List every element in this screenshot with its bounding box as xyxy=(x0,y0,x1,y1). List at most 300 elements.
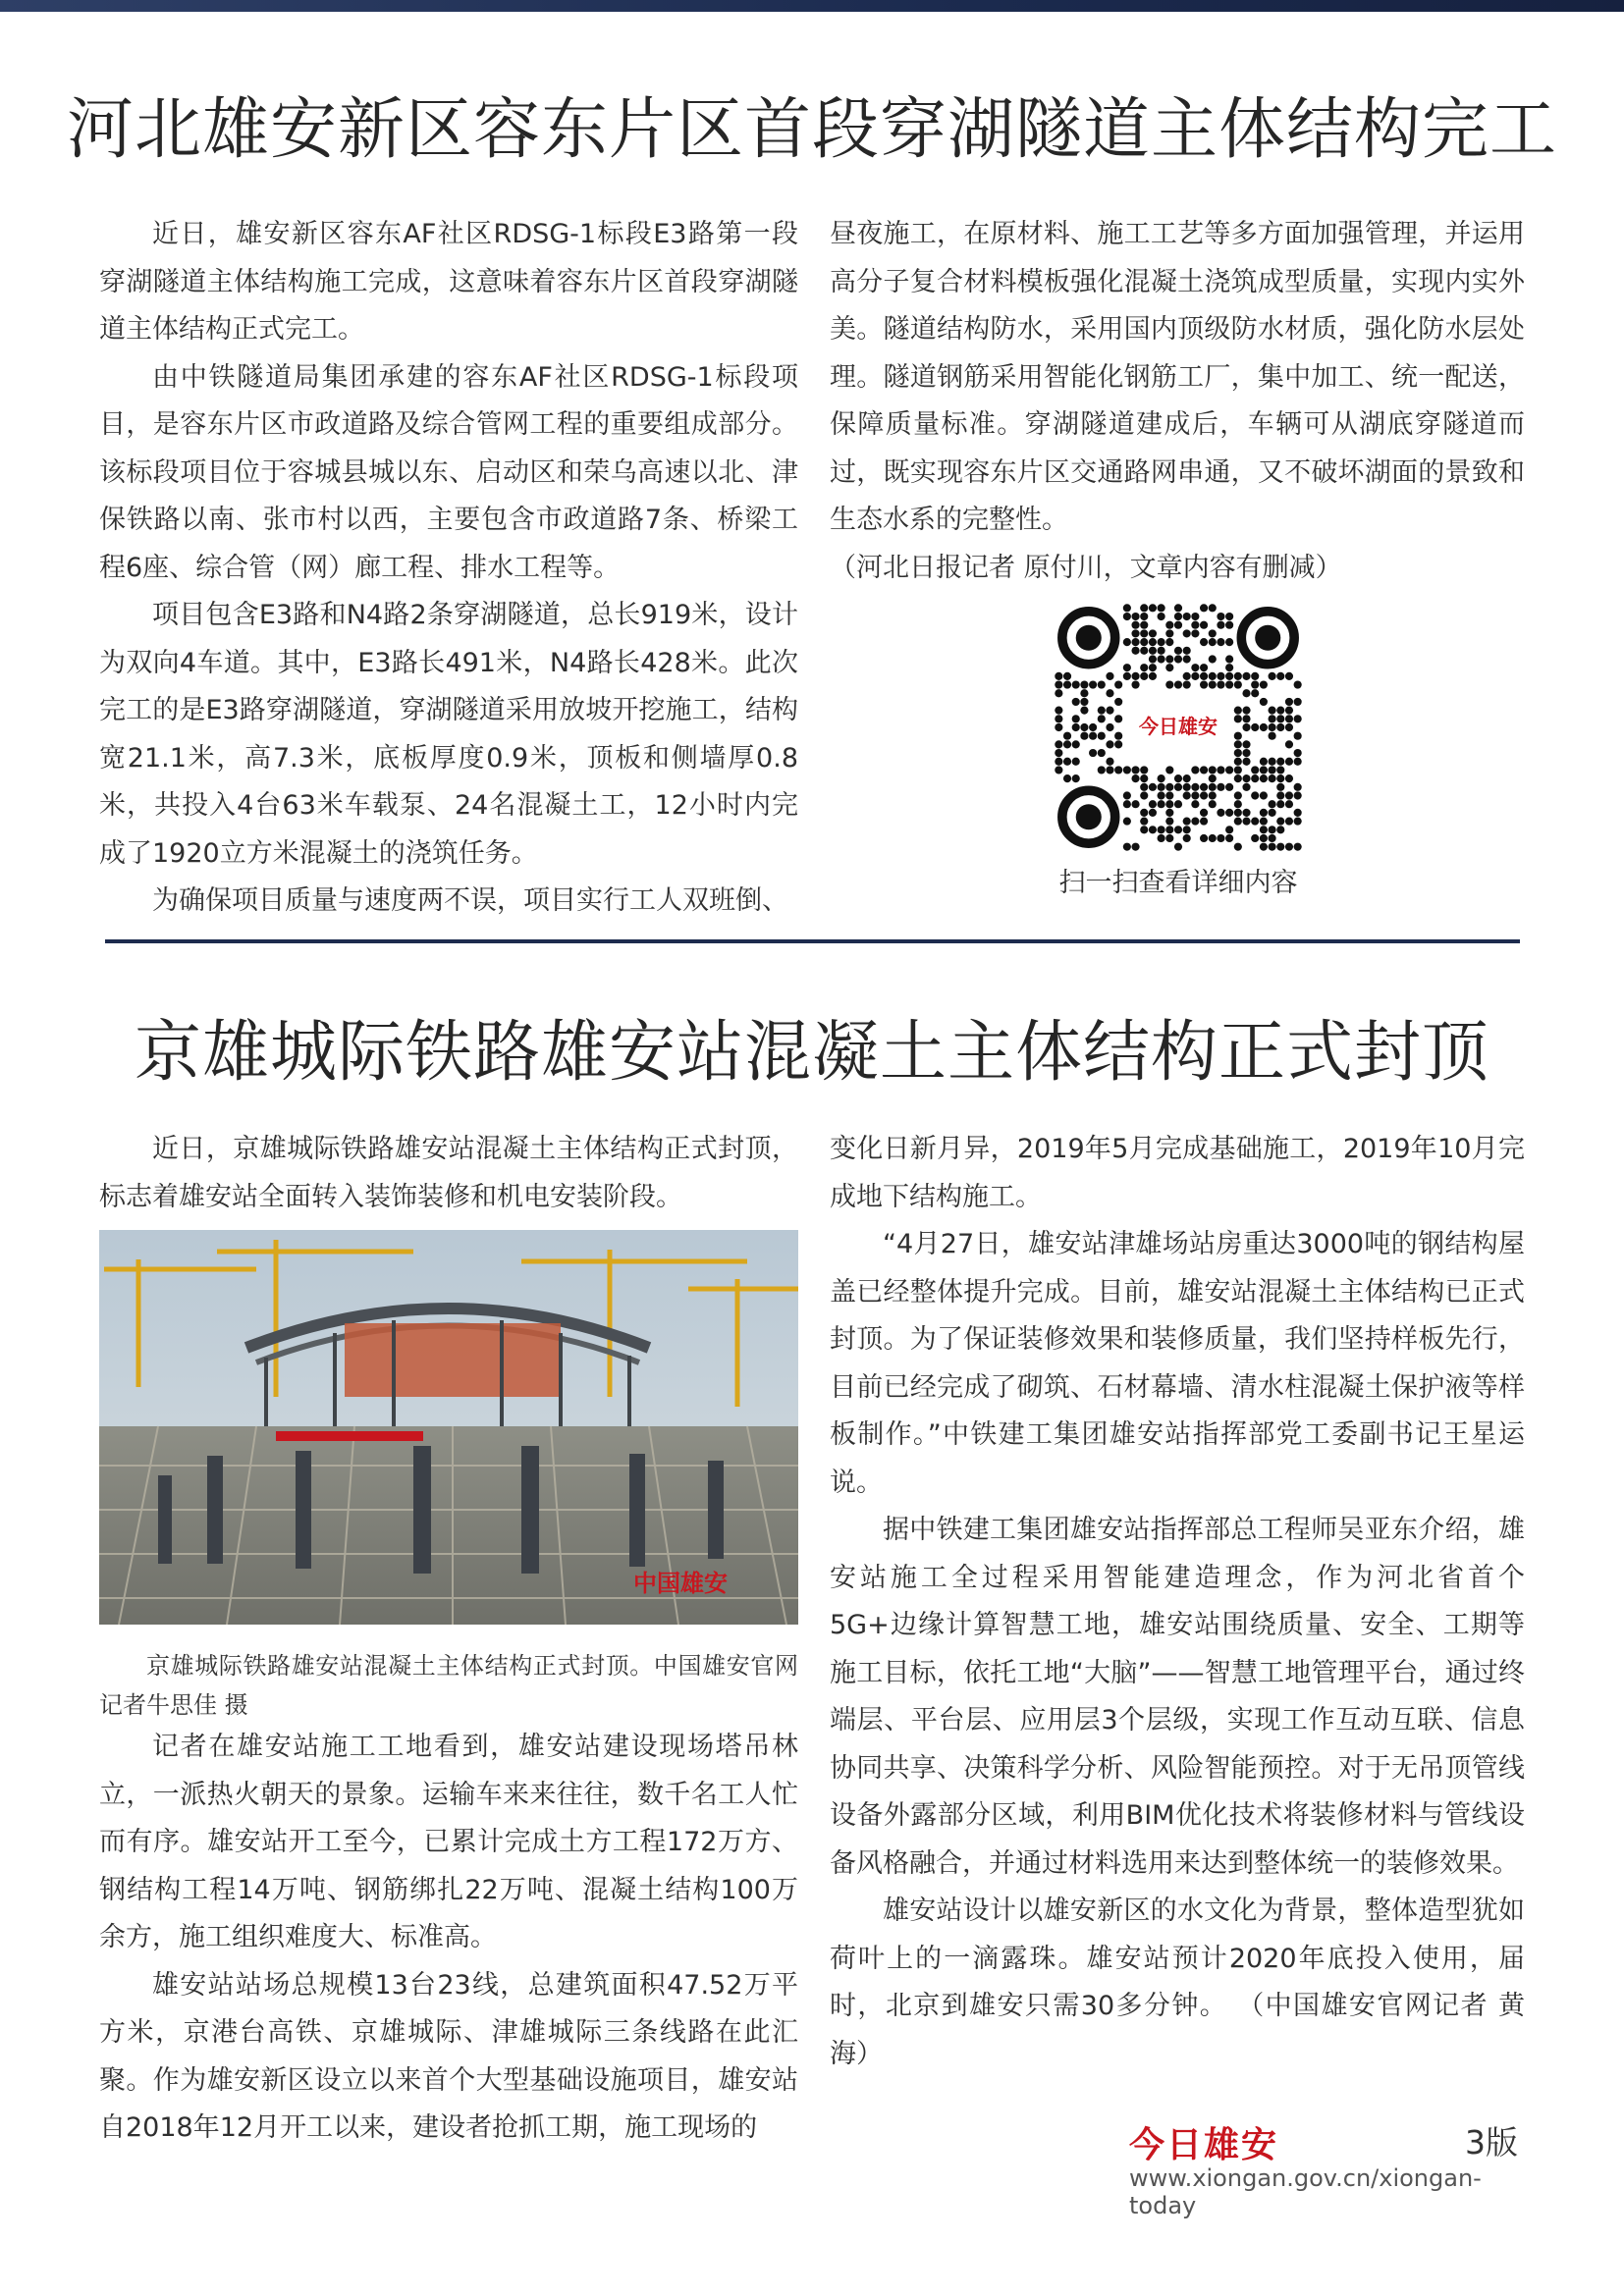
qr-dot xyxy=(1200,680,1208,688)
qr-dot xyxy=(1209,783,1217,791)
qr-dot xyxy=(1158,783,1165,791)
qr-dot xyxy=(1140,774,1148,782)
qr-dot xyxy=(1149,655,1157,663)
station-construction-photo xyxy=(99,1230,798,1625)
qr-dot xyxy=(1165,629,1173,637)
qr-finder-center xyxy=(1076,625,1102,651)
qr-dot xyxy=(1072,758,1080,766)
qr-dot xyxy=(1063,758,1071,766)
qr-dot xyxy=(1242,749,1250,757)
qr-dot xyxy=(1114,698,1122,706)
qr-dot xyxy=(1131,672,1139,680)
qr-dot xyxy=(1285,707,1293,715)
qr-dot xyxy=(1055,689,1062,697)
qr-dot xyxy=(1200,818,1208,826)
qr-dot xyxy=(1080,723,1088,731)
qr-dot xyxy=(1165,818,1173,826)
qr-dot xyxy=(1183,783,1191,791)
qr-dot xyxy=(1200,621,1208,629)
qr-dot xyxy=(1251,689,1259,697)
article2-paragraph: 雄安站设计以雄安新区的水文化为背景，整体造型犹如荷叶上的一滴露珠。雄安站预计2020年底投入使用，届时，北京到雄安只需30多分钟。 （中国雄安官网记者 黄海） xyxy=(830,1896,1525,2069)
article1-credit: （河北日报记者 原付川，文章内容有删减） xyxy=(830,552,1342,583)
qr-dot xyxy=(1140,809,1148,817)
qr-dot xyxy=(1158,655,1165,663)
article2-paragraph: 记者在雄安站施工工地看到，雄安站建设现场塔吊林立，一派热火朝天的景象。运输车来来往往，数千名工人忙而有序。雄安站开工至今，已累计完成土方工程172万方、钢结构工程14万吨、钢筋绑扎22万吨、混凝土结构100万余方，施工组织难度大、标准高。 xyxy=(99,1732,798,1952)
qr-dot xyxy=(1200,672,1208,680)
qr-dot xyxy=(1140,791,1148,799)
qr-dot xyxy=(1140,604,1148,612)
qr-dot xyxy=(1149,800,1157,808)
qr-dot xyxy=(1225,826,1233,833)
qr-dot xyxy=(1242,672,1250,680)
qr-dot xyxy=(1089,749,1097,757)
qr-dot xyxy=(1140,783,1148,791)
qr-dot xyxy=(1200,834,1208,842)
qr-dot xyxy=(1114,766,1122,774)
qr-dot xyxy=(1200,664,1208,671)
qr-dot xyxy=(1242,707,1250,715)
qr-dot xyxy=(1260,834,1268,842)
qr-dot xyxy=(1158,613,1165,620)
article2-paragraph: 变化日新月异，2019年5月完成基础施工，2019年10月完成地下结构施工。 xyxy=(830,1134,1525,1212)
qr-dot xyxy=(1285,818,1293,826)
qr-dot xyxy=(1217,621,1224,629)
qr-dot xyxy=(1217,680,1224,688)
qr-dot xyxy=(1234,800,1242,808)
qr-dot xyxy=(1260,791,1268,799)
qr-dot xyxy=(1174,800,1182,808)
qr-dot xyxy=(1131,629,1139,637)
qr-dot xyxy=(1123,818,1131,826)
qr-dot xyxy=(1131,680,1139,688)
qr-dot xyxy=(1165,791,1173,799)
qr-dot xyxy=(1217,809,1224,817)
qr-caption: 扫一扫查看详细内容 xyxy=(1058,868,1298,898)
photo-caption: 京雄城际铁路雄安站混凝土主体结构正式封顶。中国雄安官网记者牛思佳 摄 xyxy=(99,1652,798,1719)
qr-dot xyxy=(1183,774,1191,782)
qr-dot xyxy=(1063,774,1071,782)
qr-dot xyxy=(1191,791,1199,799)
qr-dot xyxy=(1234,749,1242,757)
qr-dot xyxy=(1234,740,1242,748)
qr-dot xyxy=(1131,638,1139,646)
qr-dot xyxy=(1106,707,1113,715)
qr-dot xyxy=(1114,680,1122,688)
qr-dot xyxy=(1140,647,1148,655)
qr-dot xyxy=(1174,826,1182,833)
qr-dot xyxy=(1234,809,1242,817)
qr-dot xyxy=(1098,707,1106,715)
qr-dot xyxy=(1225,766,1233,774)
qr-dot xyxy=(1260,758,1268,766)
qr-dot xyxy=(1183,655,1191,663)
qr-dot xyxy=(1063,672,1071,680)
qr-dot xyxy=(1225,809,1233,817)
qr-dot xyxy=(1072,680,1080,688)
qr-dot xyxy=(1191,800,1199,808)
qr-dot xyxy=(1123,672,1131,680)
qr-dot xyxy=(1285,723,1293,731)
qr-dot xyxy=(1140,621,1148,629)
qr-dot xyxy=(1260,766,1268,774)
qr-dot xyxy=(1234,732,1242,740)
qr-dot xyxy=(1234,818,1242,826)
qr-dot xyxy=(1285,698,1293,706)
qr-dot xyxy=(1217,766,1224,774)
qr-dot xyxy=(1072,723,1080,731)
qr-dot xyxy=(1183,647,1191,655)
qr-dot xyxy=(1123,604,1131,612)
qr-dot xyxy=(1183,818,1191,826)
qr-dot xyxy=(1260,723,1268,731)
qr-dot xyxy=(1174,621,1182,629)
station-photo-illustration xyxy=(99,1230,798,1625)
article1-paragraph: 项目包含E3路和N4路2条穿湖隧道，总长919米，设计为双向4车道。其中，E3路长491米，N4路长428米。此次完工的是E3路穿湖隧道，穿湖隧道采用放坡开挖施工，结构宽21.1米，高7.3米，底板厚度0.9米，顶板和侧墙厚0.8米，共投入4台63米车载泵、24名混凝土工，12小时内完成了1920立方米混凝土的浇筑任务。 xyxy=(99,600,798,869)
qr-dot xyxy=(1294,749,1302,757)
qr-dot xyxy=(1055,715,1062,722)
qr-dot xyxy=(1276,843,1284,851)
qr-dot xyxy=(1183,629,1191,637)
qr-dot xyxy=(1251,766,1259,774)
qr-dot xyxy=(1276,715,1284,722)
qr-dot xyxy=(1140,629,1148,637)
qr-dot xyxy=(1158,638,1165,646)
qr-dot xyxy=(1140,613,1148,620)
qr-dot xyxy=(1260,809,1268,817)
qr-dot xyxy=(1174,843,1182,851)
qr-dot xyxy=(1269,800,1276,808)
article1-right-column xyxy=(830,211,1525,592)
qr-dot xyxy=(1209,680,1217,688)
qr-dot xyxy=(1165,766,1173,774)
qr-dot xyxy=(1269,843,1276,851)
qr-dot xyxy=(1140,818,1148,826)
qr-dot xyxy=(1123,800,1131,808)
qr-dot xyxy=(1174,655,1182,663)
qr-dot xyxy=(1209,834,1217,842)
qr-dot xyxy=(1123,843,1131,851)
qr-dot xyxy=(1225,783,1233,791)
qr-dot xyxy=(1242,723,1250,731)
qr-dot xyxy=(1276,791,1284,799)
article1-paragraph: 近日，雄安新区容东AF社区RDSG-1标段E3路第一段穿湖隧道主体结构施工完成，这意味着容东片区首段穿湖隧道主体结构正式完工。 xyxy=(99,219,798,345)
qr-dot xyxy=(1114,740,1122,748)
qr-dot xyxy=(1165,638,1173,646)
qr-dot xyxy=(1269,715,1276,722)
article2-intro xyxy=(99,1126,798,1221)
article1-paragraph: 由中铁隧道局集团承建的容东AF社区RDSG-1标段项目，是容东片区市政道路及综合管网工程的重要组成部分。该标段项目位于容城县城以东、启动区和荣乌高速以北、津保铁路以南、张市村以西，主要包含市政道路7条、桥梁工程6座、综合管（网）廊工程、排水工程等。 xyxy=(99,361,798,583)
qr-dot xyxy=(1131,613,1139,620)
qr-dot xyxy=(1260,826,1268,833)
qr-dot xyxy=(1131,621,1139,629)
qr-dot xyxy=(1269,774,1276,782)
footer-brand-logo: 今日雄安 xyxy=(1129,2124,1279,2165)
qr-dot xyxy=(1200,638,1208,646)
qr-dot xyxy=(1242,758,1250,766)
qr-dot xyxy=(1158,826,1165,833)
qr-dot xyxy=(1242,715,1250,722)
qr-dot xyxy=(1114,732,1122,740)
footer-website-link[interactable]: www.xiongan.gov.cn/xiongan-today xyxy=(1129,2164,1482,2219)
qr-dot xyxy=(1149,664,1157,671)
qr-finder-center xyxy=(1255,625,1280,651)
qr-dot xyxy=(1072,715,1080,722)
qr-dot xyxy=(1234,766,1242,774)
qr-dot xyxy=(1285,740,1293,748)
qr-dot xyxy=(1234,791,1242,799)
qr-dot xyxy=(1200,791,1208,799)
qr-dot xyxy=(1080,680,1088,688)
qr-dot xyxy=(1174,604,1182,612)
qr-dot xyxy=(1165,834,1173,842)
qr-dot xyxy=(1123,791,1131,799)
qr-dot xyxy=(1242,689,1250,697)
qr-dot xyxy=(1269,707,1276,715)
qr-dot xyxy=(1276,826,1284,833)
qr-dot xyxy=(1225,613,1233,620)
qr-dot xyxy=(1098,680,1106,688)
qr-dot xyxy=(1242,809,1250,817)
qr-dot xyxy=(1225,834,1233,842)
qr-dot xyxy=(1234,715,1242,722)
qr-dot xyxy=(1217,672,1224,680)
qr-dot xyxy=(1285,843,1293,851)
qr-dot xyxy=(1234,680,1242,688)
qr-dot xyxy=(1209,774,1217,782)
qr-dot xyxy=(1158,791,1165,799)
qr-dot xyxy=(1123,638,1131,646)
qr-dot xyxy=(1217,638,1224,646)
qr-dot xyxy=(1276,758,1284,766)
qr-dot xyxy=(1260,698,1268,706)
qr-dot xyxy=(1191,613,1199,620)
qr-dot xyxy=(1251,680,1259,688)
qr-dot xyxy=(1158,647,1165,655)
qr-dot xyxy=(1165,621,1173,629)
qr-dot xyxy=(1149,809,1157,817)
qr-dot xyxy=(1149,638,1157,646)
qr-dot xyxy=(1055,672,1062,680)
photo-watermark: 中国雄安 xyxy=(633,1569,728,1597)
qr-dot xyxy=(1242,818,1250,826)
qr-dot xyxy=(1191,621,1199,629)
qr-dot xyxy=(1276,783,1284,791)
qr-dot xyxy=(1106,689,1113,697)
qr-dot xyxy=(1131,800,1139,808)
qr-dot xyxy=(1234,843,1242,851)
qr-dot xyxy=(1285,791,1293,799)
qr-dot xyxy=(1276,774,1284,782)
qr-dot xyxy=(1165,800,1173,808)
qr-dot xyxy=(1276,766,1284,774)
article2-paragraph: 雄安站站场总规模13台23线，总建筑面积47.52万平方米，京港台高铁、京雄城际、津雄城际三条线路在此汇聚。作为雄安新区设立以来首个大型基础设施项目，雄安站自2018年12月开工以来，建设者抢抓工期，施工现场的 xyxy=(99,1969,798,2143)
qr-dot xyxy=(1200,809,1208,817)
qr-dot xyxy=(1225,664,1233,671)
qr-dot xyxy=(1191,783,1199,791)
qr-dot xyxy=(1294,843,1302,851)
top-accent-bar xyxy=(0,0,1624,12)
qr-dot xyxy=(1276,800,1284,808)
qr-dot xyxy=(1251,818,1259,826)
qr-dot xyxy=(1174,680,1182,688)
qr-dot xyxy=(1158,604,1165,612)
qr-dot xyxy=(1285,715,1293,722)
qr-dot xyxy=(1063,740,1071,748)
qr-dot xyxy=(1217,613,1224,620)
qr-dot xyxy=(1276,672,1284,680)
qr-dot xyxy=(1165,680,1173,688)
qr-dot xyxy=(1055,766,1062,774)
qr-dot xyxy=(1165,826,1173,833)
qr-dot xyxy=(1242,740,1250,748)
qr-dot xyxy=(1225,655,1233,663)
qr-dot xyxy=(1131,647,1139,655)
qr-dot xyxy=(1131,774,1139,782)
qr-dot xyxy=(1276,723,1284,731)
qr-dot xyxy=(1106,758,1113,766)
qr-dot xyxy=(1225,621,1233,629)
qr-dot xyxy=(1285,774,1293,782)
qr-dot xyxy=(1174,783,1182,791)
qr-dot xyxy=(1276,707,1284,715)
qr-dot xyxy=(1089,723,1097,731)
page-number: 3版 xyxy=(1465,2123,1518,2162)
qr-dot xyxy=(1209,672,1217,680)
qr-dot xyxy=(1072,774,1080,782)
qr-dot xyxy=(1209,655,1217,663)
qr-dot xyxy=(1191,629,1199,637)
qr-dot xyxy=(1123,664,1131,671)
qr-dot xyxy=(1260,843,1268,851)
qr-dot xyxy=(1225,638,1233,646)
qr-dot xyxy=(1294,698,1302,706)
qr-dot xyxy=(1234,707,1242,715)
qr-dot xyxy=(1294,680,1302,688)
article2-left-column xyxy=(99,1724,798,2153)
qr-dot xyxy=(1055,749,1062,757)
qr-dot xyxy=(1217,783,1224,791)
qr-dot xyxy=(1080,698,1088,706)
qr-dot xyxy=(1209,638,1217,646)
article1-paragraph: 为确保项目质量与速度两不误，项目实行工人双班倒、 xyxy=(152,885,788,916)
article1-title: 河北雄安新区容东片区首段穿湖隧道主体结构完工 xyxy=(66,91,1557,169)
qr-dot xyxy=(1294,715,1302,722)
qr-dot xyxy=(1225,680,1233,688)
qr-dot xyxy=(1294,732,1302,740)
qr-dot xyxy=(1089,680,1097,688)
qr-dot xyxy=(1269,758,1276,766)
qr-dot xyxy=(1183,834,1191,842)
qr-dot xyxy=(1285,800,1293,808)
qr-dot xyxy=(1217,834,1224,842)
qr-dot xyxy=(1294,809,1302,817)
qr-dot xyxy=(1269,723,1276,731)
qr-dot xyxy=(1251,723,1259,731)
article2-paragraph: 近日，京雄城际铁路雄安站混凝土主体结构正式封顶，标志着雄安站全面转入装饰装修和机电安装阶段。 xyxy=(99,1134,798,1212)
qr-dot xyxy=(1183,826,1191,833)
qr-dot xyxy=(1140,672,1148,680)
qr-dot xyxy=(1294,818,1302,826)
qr-dot xyxy=(1140,766,1148,774)
qr-dot xyxy=(1269,766,1276,774)
qr-dot xyxy=(1098,715,1106,722)
qr-dot xyxy=(1106,672,1113,680)
qr-dot xyxy=(1294,758,1302,766)
qr-dot xyxy=(1260,818,1268,826)
qr-dot xyxy=(1080,732,1088,740)
qr-dot xyxy=(1183,791,1191,799)
qr-dot xyxy=(1063,680,1071,688)
qr-dot xyxy=(1174,647,1182,655)
qr-dot xyxy=(1165,664,1173,671)
qr-dot xyxy=(1114,715,1122,722)
qr-dot xyxy=(1131,766,1139,774)
section-divider xyxy=(105,939,1520,943)
qr-dot xyxy=(1158,834,1165,842)
qr-dot xyxy=(1209,766,1217,774)
article2-right-column xyxy=(830,1126,1525,2078)
qr-dot xyxy=(1131,843,1139,851)
qr-dot xyxy=(1158,800,1165,808)
qr-dot xyxy=(1140,638,1148,646)
qr-dot xyxy=(1200,783,1208,791)
qr-dot xyxy=(1251,791,1259,799)
qr-dot xyxy=(1063,732,1071,740)
qr-dot xyxy=(1165,655,1173,663)
qr-dot xyxy=(1106,723,1113,731)
qr-dot xyxy=(1191,664,1199,671)
qr-dot xyxy=(1200,766,1208,774)
qr-dot xyxy=(1140,664,1148,671)
qr-dot xyxy=(1149,629,1157,637)
qr-dot xyxy=(1055,680,1062,688)
qr-dot xyxy=(1149,647,1157,655)
qr-dot xyxy=(1260,774,1268,782)
qr-dot xyxy=(1269,672,1276,680)
qr-dot xyxy=(1242,774,1250,782)
qr-dot xyxy=(1251,672,1259,680)
qr-dot xyxy=(1123,613,1131,620)
qr-dot xyxy=(1089,732,1097,740)
qr-dot xyxy=(1234,672,1242,680)
qr-dot xyxy=(1225,672,1233,680)
qr-dot xyxy=(1285,758,1293,766)
qr-dot xyxy=(1158,774,1165,782)
qr-dot xyxy=(1260,680,1268,688)
qr-code-block[interactable] xyxy=(1051,604,1306,899)
qr-dot xyxy=(1072,740,1080,748)
qr-dot xyxy=(1149,783,1157,791)
qr-dot xyxy=(1106,766,1113,774)
article2-paragraph: 据中铁建工集团雄安站指挥部总工程师吴亚东介绍，雄安站施工全过程采用智能建造理念，作为河北省首个5G+边缘计算智慧工地，雄安站围绕质量、安全、工期等施工目标，依托工地“大脑”——智慧工地管理平台，通过终端层、平台层、应用层3个层级，实现工作互动互联、信息协同共享、决策科学分析、风险智能预控。对于无吊顶管线设备外露部分区域，利用BIM优化技术将装修材料与管线设备风格融合，并通过材料选用来达到整体统一的装修效果。 xyxy=(830,1515,1525,1879)
qr-dot xyxy=(1055,740,1062,748)
qr-code[interactable] xyxy=(1055,604,1302,851)
qr-dot xyxy=(1080,689,1088,697)
qr-dot xyxy=(1165,783,1173,791)
qr-dot xyxy=(1242,783,1250,791)
qr-dot xyxy=(1285,672,1293,680)
qr-dot xyxy=(1098,749,1106,757)
qr-dot xyxy=(1140,826,1148,833)
qr-dot xyxy=(1174,774,1182,782)
qr-dot xyxy=(1269,834,1276,842)
qr-dot xyxy=(1055,707,1062,715)
qr-dot xyxy=(1149,826,1157,833)
qr-dot xyxy=(1234,774,1242,782)
article1-paragraph: 昼夜施工，在原材料、施工工艺等多方面加强管理，并运用高分子复合材料模板强化混凝土浇筑成型质量，实现内实外美。隧道结构防水，采用国内顶级防水材质，强化防水层处理。隧道钢筋采用智能化钢筋工厂，集中加工、统一配送，保障质量标准。穿湖隧道建成后，车辆可从湖底穿隧道而过，既实现容东片区交通路网串通，又不破坏湖面的景致和生态水系的完整性。 xyxy=(830,219,1525,535)
qr-dot xyxy=(1183,672,1191,680)
qr-dot xyxy=(1209,604,1217,612)
